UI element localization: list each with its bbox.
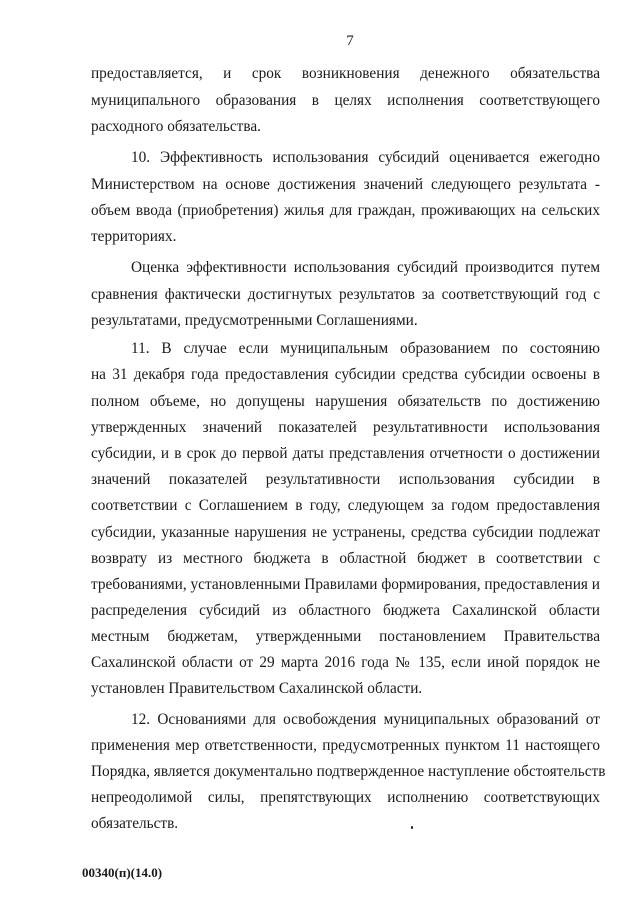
paragraph-line: субсидии, указанные нарушения не устранены, средства субсидии подлежат	[91, 524, 600, 541]
paragraph-line: обязательств.	[91, 815, 179, 832]
paragraph-line: значений показателей результативности использования субсидии в	[91, 471, 600, 488]
paragraph-line: требованиями, установленными Правилами формирования, предоставления и	[91, 576, 600, 593]
paragraph-line: непреодолимой силы, препятствующих исполнению соответствующих	[91, 789, 600, 806]
paragraph-line: 10. Эффективность использования субсидий оценивается ежегодно	[131, 149, 600, 166]
paragraph-line: субсидии, и в срок до первой даты представления отчетности о достижении	[91, 445, 600, 462]
paragraph-line: установлен Правительством Сахалинской области.	[91, 680, 423, 697]
paragraph-line: территориях.	[91, 228, 177, 245]
paragraph-line: предоставляется, и срок возникновения денежного обязательства	[91, 65, 600, 82]
paragraph-line: сравнения фактически достигнутых результатов за соответствующий год с	[91, 286, 600, 303]
paragraph-line: расходного обязательства.	[91, 118, 261, 135]
paragraph-line: объем ввода (приобретения) жилья для граждан, проживающих на сельских	[91, 202, 600, 219]
paragraph-line: местным бюджетам, утвержденными постановлением Правительства	[91, 628, 600, 645]
paragraph-line: соответствии с Соглашением в году, следующем за годом предоставления	[91, 497, 600, 514]
paragraph-line: Порядка, является документально подтвержденное наступление обстоятельств	[91, 763, 606, 780]
paragraph-line: муниципального образования в целях исполнения соответствующего	[91, 92, 600, 109]
page-number: 7	[346, 33, 354, 49]
paragraph-line: распределения субсидий из областного бюджета Сахалинской области	[91, 602, 600, 619]
paragraph-line: применения мер ответственности, предусмотренных пунктом 11 настоящего	[91, 737, 600, 754]
paragraph-line: результатами, предусмотренными Соглашениями.	[91, 312, 418, 329]
paragraph-line: 11. В случае если муниципальным образованием по состоянию	[131, 340, 600, 357]
paragraph-line: полном объеме, но допущены нарушения обязательств по достижению	[91, 393, 600, 410]
document-code: 00340(п)(14.0)	[82, 865, 163, 880]
paragraph-line: утвержденных значений показателей результативности использования	[91, 419, 600, 436]
paragraph-line: на 31 декабря года предоставления субсидии средства субсидии освоены в	[91, 366, 600, 383]
paragraph-line: 12. Основаниями для освобождения муниципальных образований от	[131, 711, 600, 728]
paragraph-line: Министерством на основе достижения значений следующего результата -	[91, 176, 600, 193]
paragraph-line: Сахалинской области от 29 марта 2016 года № 135, если иной порядок не	[91, 654, 600, 671]
paragraph-line: возврату из местного бюджета в областной бюджет в соответствии с	[91, 550, 600, 567]
paragraph-line: Оценка эффективности использования субсидий производится путем	[131, 259, 600, 276]
scan-speck	[411, 826, 413, 829]
